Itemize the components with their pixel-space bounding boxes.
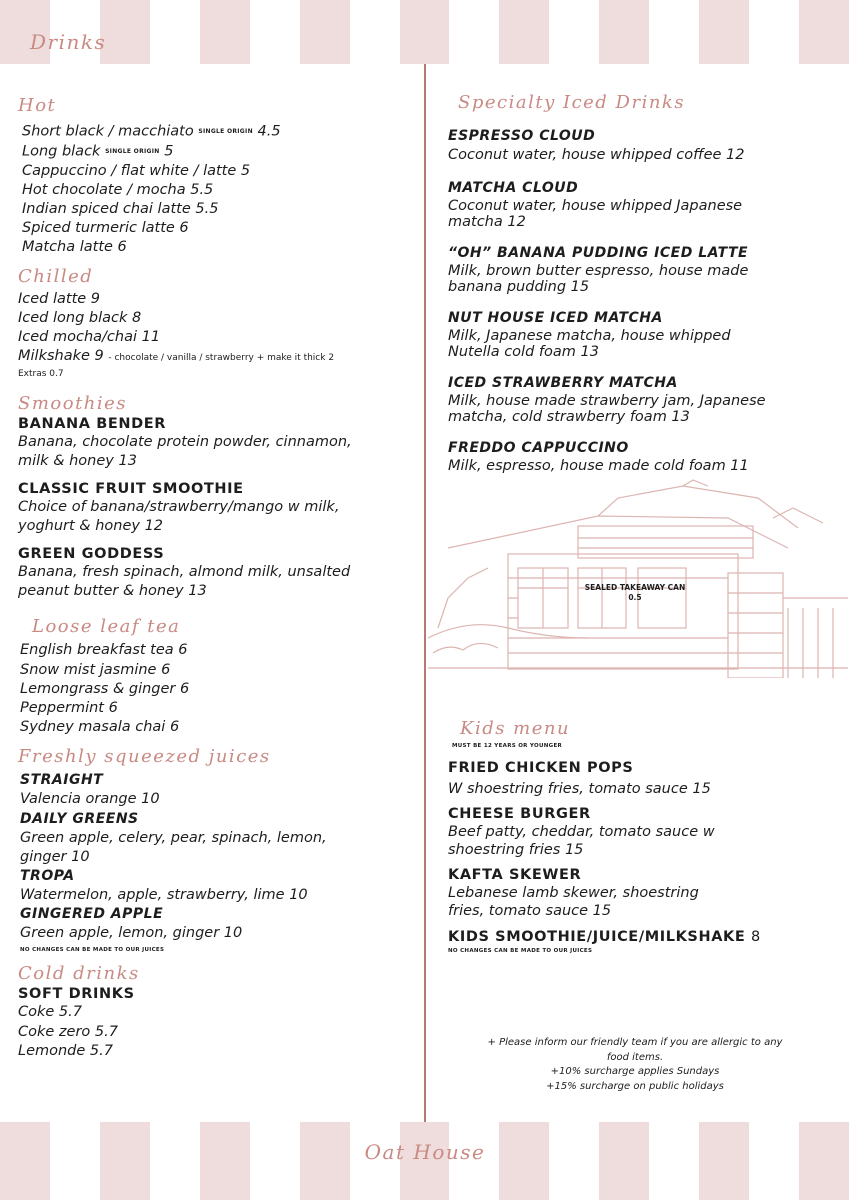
house-illustration bbox=[428, 478, 848, 678]
juice-desc: Green apple, lemon, ginger 10 bbox=[20, 925, 243, 942]
menu-item: Cappuccino / flat white / latte 5 bbox=[22, 162, 251, 179]
column-divider bbox=[424, 64, 426, 1122]
menu-item: KIDS SMOOTHIE/JUICE/MILKSHAKE 8 NO CHANGES CAN BE MADE TO OUR JUICES bbox=[448, 928, 828, 956]
juices-list bbox=[18, 771, 413, 955]
menu-item: Matcha latte 6 bbox=[22, 239, 127, 256]
kids-heading: Kids menu bbox=[460, 718, 571, 739]
menu-item: Short black / macchiato SINGLE ORIGIN 4.5 bbox=[22, 123, 281, 140]
juice-desc: Green apple, celery, pear, spinach, lemon, bbox=[20, 829, 327, 846]
menu-item: Iced long black 8 bbox=[18, 309, 142, 326]
menu-item: English breakfast tea 6 bbox=[20, 642, 188, 659]
menu-item: MATCHA CLOUD Coconut water, house whipped Japanese matcha 12 bbox=[448, 179, 743, 230]
chilled-list bbox=[18, 290, 413, 382]
menu-item: Snow mist jasmine 6 bbox=[20, 661, 171, 678]
menu-item: FRIED CHICKEN POPS W shoestring fries, tomato sauce 15 bbox=[448, 760, 711, 797]
cold-heading: Cold drinks bbox=[18, 963, 140, 985]
kids-section bbox=[448, 718, 828, 956]
specialty-list bbox=[448, 127, 828, 474]
right-column bbox=[448, 92, 828, 474]
menu-item: Milkshake 9 - chocolate / vanilla / strawberry + make it thick 2 bbox=[18, 348, 335, 365]
page-title: Drinks bbox=[30, 30, 107, 54]
tea-list bbox=[18, 641, 413, 737]
menu-item: Coke 5.7 bbox=[18, 1004, 82, 1021]
kids-list bbox=[448, 759, 828, 956]
hot-heading: Hot bbox=[18, 95, 57, 116]
chilled-heading: Chilled bbox=[18, 265, 94, 287]
menu-item: Indian spiced chai latte 5.5 bbox=[22, 201, 219, 218]
juice-desc: ginger 10 bbox=[20, 848, 90, 865]
menu-item: ESPRESSO CLOUD Coconut water, house whipped coffee 12 bbox=[448, 128, 745, 163]
menu-item: NUT HOUSE ICED MATCHA Milk, Japanese matcha, house whipped Nutella cold foam 13 bbox=[448, 309, 731, 360]
smoothies-heading: Smoothies bbox=[18, 393, 128, 415]
soft-drinks-subheading: SOFT DRINKS bbox=[18, 986, 135, 1003]
allergy-surcharge-notes: + Please inform our friendly team if you are allergic to any food items. +10% surcharge applies Sundays +15% surcharge on public holidays bbox=[487, 1037, 783, 1092]
menu-item: BANANA BENDER Banana, chocolate protein powder, cinnamon, milk & honey 13 bbox=[18, 416, 352, 469]
menu-item: Sydney masala chai 6 bbox=[20, 719, 180, 736]
hot-list bbox=[18, 122, 413, 258]
menu-item: Long black SINGLE ORIGIN 5 bbox=[22, 143, 174, 160]
menu-item: KAFTA SKEWER Lebanese lamb skewer, shoestring fries, tomato sauce 15 bbox=[448, 866, 699, 919]
juice-name: STRAIGHT bbox=[20, 772, 104, 789]
kids-age-note: MUST BE 12 YEARS OR YOUNGER bbox=[452, 743, 563, 749]
menu-item: CLASSIC FRUIT SMOOTHIE Choice of banana/strawberry/mango w milk, yoghurt & honey 12 bbox=[18, 481, 340, 534]
menu-item: CHEESE BURGER Beef patty, cheddar, tomato sauce w shoestring fries 15 bbox=[448, 805, 715, 858]
menu-item: Iced latte 9 bbox=[18, 290, 101, 307]
kids-juice-note: NO CHANGES CAN BE MADE TO OUR JUICES bbox=[448, 947, 593, 954]
tea-heading: Loose leaf tea bbox=[32, 616, 181, 638]
menu-item: Iced mocha/chai 11 bbox=[18, 329, 161, 346]
juices-heading: Freshly squeezed juices bbox=[18, 746, 271, 768]
menu-item: Lemongrass & ginger 6 bbox=[20, 680, 190, 697]
cold-list bbox=[18, 985, 413, 1061]
menu-item: ICED STRAWBERRY MATCHA Milk, house made strawberry jam, Japanese matcha, cold strawberry foam 13 bbox=[448, 374, 766, 425]
menu-item: Coke zero 5.7 bbox=[18, 1023, 118, 1040]
menu-item: Hot chocolate / mocha 5.5 bbox=[22, 181, 214, 198]
menu-item: Peppermint 6 bbox=[20, 700, 118, 717]
menu-item: Spiced turmeric latte 6 bbox=[22, 220, 189, 237]
left-column bbox=[18, 95, 413, 1061]
extras-note: Extras 0.7 bbox=[18, 369, 64, 380]
top-stripe-band bbox=[0, 0, 849, 64]
footer-brand: Oat House bbox=[364, 1140, 486, 1164]
smoothies-list bbox=[18, 415, 413, 600]
menu-item: “OH” BANANA PUDDING ICED LATTE Milk, brown butter espresso, house made banana pudding 15 bbox=[448, 244, 749, 295]
juice-name: DAILY GREENS bbox=[20, 810, 139, 827]
specialty-heading: Specialty Iced Drinks bbox=[458, 92, 686, 113]
menu-item: FREDDO CAPPUCCINO Milk, espresso, house made cold foam 11 bbox=[448, 439, 749, 474]
juice-desc: Valencia orange 10 bbox=[20, 791, 160, 808]
menu-item: Lemonde 5.7 bbox=[18, 1042, 113, 1059]
juice-desc: Watermelon, apple, strawberry, lime 10 bbox=[20, 887, 308, 904]
menu-item: GREEN GODDESS Banana, fresh spinach, almond milk, unsalted peanut butter & honey 13 bbox=[18, 546, 351, 599]
juices-note: NO CHANGES CAN BE MADE TO OUR JUICES bbox=[20, 947, 165, 954]
takeaway-can-label: SEALED TAKEAWAY CAN 0.5 bbox=[584, 583, 686, 602]
juice-name: TROPA bbox=[20, 868, 75, 885]
juice-name: GINGERED APPLE bbox=[20, 906, 164, 923]
